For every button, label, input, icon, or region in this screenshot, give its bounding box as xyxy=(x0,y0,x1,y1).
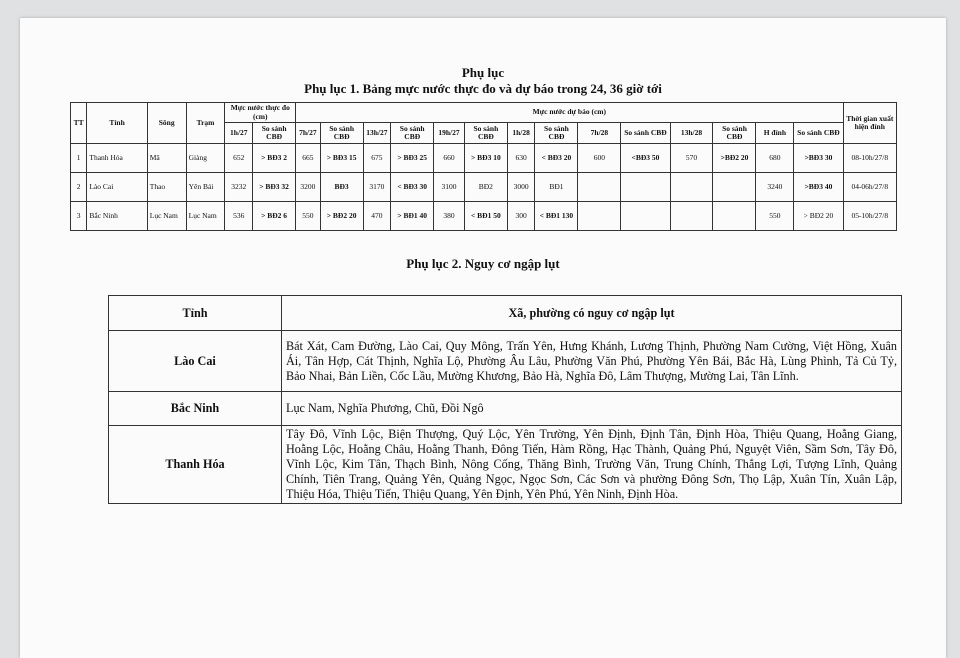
sub-header: So sánh CBĐ xyxy=(621,123,670,144)
table-row xyxy=(71,202,897,231)
cell-province: Bắc Ninh xyxy=(109,392,282,426)
sub-header: So sánh CBĐ xyxy=(794,123,843,144)
cell-tram: Giàng xyxy=(186,144,225,173)
sub-header: So sánh CBĐ xyxy=(253,123,296,144)
cell-value xyxy=(670,202,713,231)
cell-compare: >BĐ3 40 xyxy=(794,173,843,202)
sub-header: So sánh CBĐ xyxy=(320,123,363,144)
cell-value: 3170 xyxy=(363,173,391,202)
table-row xyxy=(109,426,902,504)
cell-compare: > BĐ3 32 xyxy=(253,173,296,202)
cell-song: Thao xyxy=(147,173,186,202)
cell-value: 652 xyxy=(225,144,253,173)
water-level-table xyxy=(70,102,897,231)
cell-compare: > BĐ3 15 xyxy=(320,144,363,173)
cell-song: Mã xyxy=(147,144,186,173)
cell-value: 3200 xyxy=(296,173,321,202)
appendix-heading: Phụ lục xyxy=(461,65,505,80)
cell-compare: > BĐ3 10 xyxy=(464,144,507,173)
cell-compare xyxy=(621,173,670,202)
cell-tinh: Bắc Ninh xyxy=(87,202,147,231)
cell-value: 665 xyxy=(296,144,321,173)
cell-time: 08-10h/27/8 xyxy=(843,144,896,173)
cell-compare: > BĐ2 20 xyxy=(320,202,363,231)
cell-compare xyxy=(713,202,756,231)
cell-compare: < BĐ3 20 xyxy=(535,144,578,173)
col-tt: TT xyxy=(71,103,87,144)
sub-header: 7h/27 xyxy=(296,123,321,144)
cell-value: 3240 xyxy=(756,173,794,202)
cell-province: Thanh Hóa xyxy=(109,426,282,504)
cell-value: 550 xyxy=(296,202,321,231)
cell-value: 660 xyxy=(434,144,465,173)
cell-compare: < BĐ3 30 xyxy=(391,173,434,202)
cell-compare: BĐ2 xyxy=(464,173,507,202)
col-province: Tỉnh xyxy=(109,296,282,331)
cell-communes: Bát Xát, Cam Đường, Lào Cai, Quy Mông, Trấn Yên, Hưng Khánh, Lương Thịnh, Phường Nam Cường, Việt Hồng, Xuân Ái, Tân Hợp, Cát Thịnh, Nghĩa Lộ, Phường Âu Lâu, Phường Văn Phú, Phường Yên Bái, Bắc Hà, Lùng Phình, Tả Củ Tỷ, Bảo Nhai, Bản Liền, Cốc Lầu, Mường Khương, Bảo Hà, Nghĩa Đô, Lâm Thượng, Mường Lai, Tân Lĩnh. xyxy=(282,331,902,392)
sub-header: 1h/28 xyxy=(507,123,535,144)
cell-value xyxy=(578,202,621,231)
cell-value: 536 xyxy=(225,202,253,231)
cell-value: 380 xyxy=(434,202,465,231)
cell-tinh: Thanh Hóa xyxy=(87,144,147,173)
sub-header: 13h/28 xyxy=(670,123,713,144)
col-issue-time: Thời gian xuất hiện đỉnh xyxy=(843,103,896,144)
cell-value: 680 xyxy=(756,144,794,173)
cell-compare: >BĐ2 20 xyxy=(713,144,756,173)
cell-compare: > BĐ2 6 xyxy=(253,202,296,231)
col-tinh: Tỉnh xyxy=(87,103,147,144)
cell-value: 600 xyxy=(578,144,621,173)
cell-compare: <BĐ3 50 xyxy=(621,144,670,173)
cell-value: 3100 xyxy=(434,173,465,202)
sub-header: So sánh CBĐ xyxy=(391,123,434,144)
cell-value: 570 xyxy=(670,144,713,173)
sub-header: So sánh CBĐ xyxy=(464,123,507,144)
cell-compare: > BĐ3 2 xyxy=(253,144,296,173)
col-tram: Trạm xyxy=(186,103,225,144)
col-communes: Xã, phường có nguy cơ ngập lụt xyxy=(282,296,902,331)
col-measured-group: Mực nước thực đo (cm) xyxy=(225,103,296,123)
cell-time: 04-06h/27/8 xyxy=(843,173,896,202)
cell-compare: >BĐ3 30 xyxy=(794,144,843,173)
cell-tram: Yên Bái xyxy=(186,173,225,202)
cell-communes: Tây Đô, Vĩnh Lộc, Biện Thượng, Quý Lộc, Yên Trường, Yên Định, Định Tân, Định Hòa, Thiệu Quang, Hoằng Giang, Hoằng Lộc, Hoằng Châu, Hoằng Thanh, Đông Tiến, Hàm Rồng, Hạc Thành, Quảng Phú, Nguyệt Viên, Sầm Sơn, Tây Đô, Vĩnh Lộc, Kim Tân, Thạch Bình, Nông Cống, Thăng Bình, Trường Văn, Trung Chính, Thắng Lợi, Tượng Lĩnh, Quảng Chính, Tiên Trang, Quảng Yên, Quảng Ngọc, Ngọc Sơn, Các Sơn và phường Đông Sơn, Thọ Lập, Xuân Tín, Xuân Lập, Thiệu Hóa, Thiệu Tiến, Thiệu Quang, Yên Định, Yên Phú, Yên Ninh, Định Hòa. xyxy=(282,426,902,504)
col-song: Sông xyxy=(147,103,186,144)
cell-compare xyxy=(713,173,756,202)
appendix2-title: Phụ lục 2. Nguy cơ ngập lụt xyxy=(406,256,560,271)
sub-header: So sánh CBĐ xyxy=(713,123,756,144)
cell-value xyxy=(578,173,621,202)
cell-value: 3232 xyxy=(225,173,253,202)
cell-value: 3000 xyxy=(507,173,535,202)
cell-value: 630 xyxy=(507,144,535,173)
cell-compare: BĐ3 xyxy=(320,173,363,202)
cell-song: Lục Nam xyxy=(147,202,186,231)
cell-value: 550 xyxy=(756,202,794,231)
col-forecast-group: Mực nước dự báo (cm) xyxy=(296,103,843,123)
cell-compare: < BĐ1 130 xyxy=(535,202,578,231)
cell-tt: 1 xyxy=(71,144,87,173)
sub-header: 19h/27 xyxy=(434,123,465,144)
cell-tram: Lục Nam xyxy=(186,202,225,231)
sub-header: So sánh CBĐ xyxy=(535,123,578,144)
cell-compare: > BĐ1 40 xyxy=(391,202,434,231)
table-row xyxy=(109,331,902,392)
cell-communes: Lục Nam, Nghĩa Phương, Chũ, Đồi Ngô xyxy=(282,392,902,426)
flood-risk-table xyxy=(108,295,902,504)
cell-compare: > BĐ2 20 xyxy=(794,202,843,231)
cell-compare xyxy=(621,202,670,231)
cell-tt: 2 xyxy=(71,173,87,202)
cell-compare: < BĐ1 50 xyxy=(464,202,507,231)
cell-time: 05-10h/27/8 xyxy=(843,202,896,231)
cell-tt: 3 xyxy=(71,202,87,231)
document-page xyxy=(20,18,946,658)
table-row xyxy=(71,173,897,202)
cell-value: 470 xyxy=(363,202,391,231)
sub-header: H đỉnh xyxy=(756,123,794,144)
appendix1-title: Phụ lục 1. Bảng mực nước thực đo và dự báo trong 24, 36 giờ tới xyxy=(304,81,662,96)
sub-header: 13h/27 xyxy=(363,123,391,144)
cell-value: 300 xyxy=(507,202,535,231)
cell-province: Lào Cai xyxy=(109,331,282,392)
cell-value: 675 xyxy=(363,144,391,173)
cell-tinh: Lào Cai xyxy=(87,173,147,202)
sub-header: 7h/28 xyxy=(578,123,621,144)
table-row xyxy=(71,144,897,173)
table-row xyxy=(109,392,902,426)
sub-header: 1h/27 xyxy=(225,123,253,144)
cell-value xyxy=(670,173,713,202)
cell-compare: BĐ1 xyxy=(535,173,578,202)
cell-compare: > BĐ3 25 xyxy=(391,144,434,173)
